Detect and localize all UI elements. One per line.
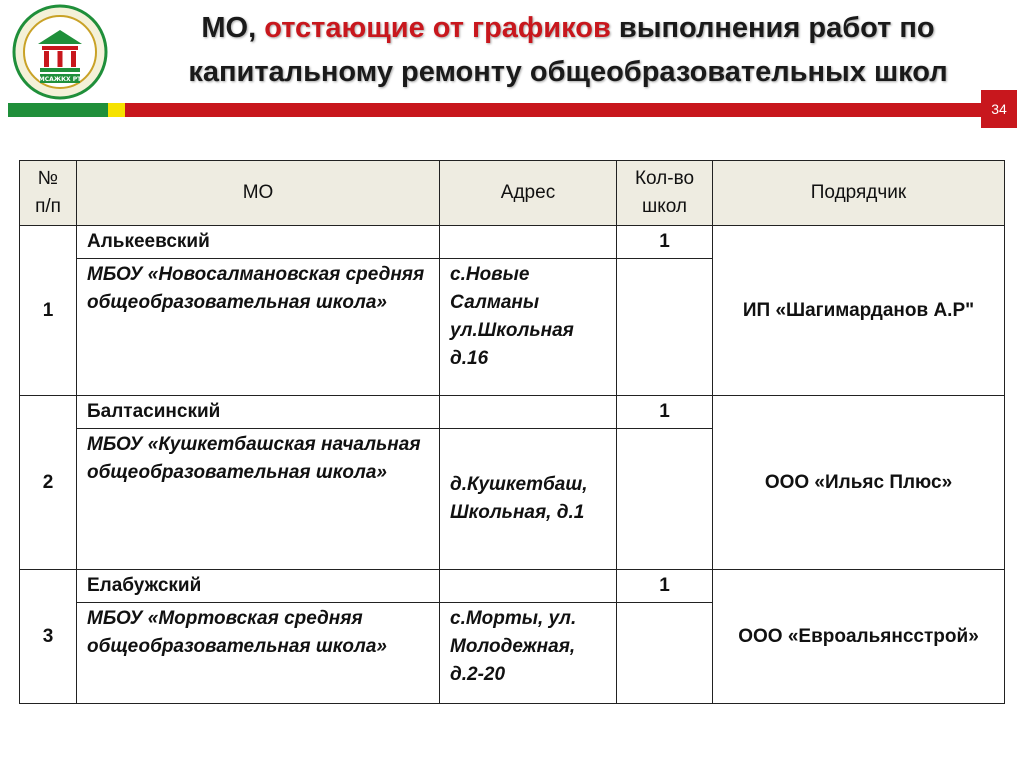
stripe-green <box>8 103 108 117</box>
empty-cell <box>617 429 713 570</box>
row-num: 1 <box>20 226 77 396</box>
empty-cell <box>440 226 617 259</box>
contractor: ООО «Ильяс Плюс» <box>713 396 1005 570</box>
page-number: 34 <box>981 90 1017 128</box>
empty-cell <box>440 396 617 429</box>
contractor: ИП «Шагимарданов А.Р" <box>713 226 1005 396</box>
header-address: Адрес <box>440 161 617 226</box>
table-row <box>20 396 1005 429</box>
school-address: с.Новые Салманы ул.Школьная д.16 <box>440 259 617 396</box>
empty-cell <box>440 570 617 603</box>
table-row <box>20 570 1005 603</box>
title-highlight: отстающие от графиков <box>264 12 611 44</box>
stripe-red <box>125 103 981 117</box>
mo-name: Балтасинский <box>77 396 440 429</box>
header-num: № п/п <box>20 161 77 226</box>
table-row <box>20 226 1005 259</box>
empty-cell <box>617 259 713 396</box>
ministry-logo <box>12 4 108 100</box>
school-count: 1 <box>617 396 713 429</box>
row-num: 2 <box>20 396 77 570</box>
stripe-yellow <box>108 103 125 117</box>
row-num: 3 <box>20 570 77 704</box>
header-count: Кол-во школ <box>617 161 713 226</box>
table-header-row <box>20 161 1005 226</box>
school-name: МБОУ «Новосалмановская средняя общеобразовательная школа» <box>77 259 440 396</box>
school-name: МБОУ «Мортовская средняя общеобразовательная школа» <box>77 603 440 704</box>
svg-text:МСАЖКХ РТ: МСАЖКХ РТ <box>38 76 82 83</box>
mo-name: Елабужский <box>77 570 440 603</box>
header-contractor: Подрядчик <box>713 161 1005 226</box>
schools-table <box>19 160 1005 704</box>
header-mo: МО <box>77 161 440 226</box>
school-address: д.Кушкетбаш, Школьная, д.1 <box>440 429 617 570</box>
page-title: МО, отстающие от графиков выполнения работ по капитальному ремонту общеобразовательных школ <box>188 12 948 88</box>
school-count: 1 <box>617 226 713 259</box>
contractor: ООО «Евроальянсстрой» <box>713 570 1005 704</box>
school-count: 1 <box>617 570 713 603</box>
school-address: с.Морты, ул. Молодежная, д.2-20 <box>440 603 617 704</box>
empty-cell <box>617 603 713 704</box>
school-name: МБОУ «Кушкетбашская начальная общеобразовательная школа» <box>77 429 440 570</box>
mo-name: Алькеевский <box>77 226 440 259</box>
